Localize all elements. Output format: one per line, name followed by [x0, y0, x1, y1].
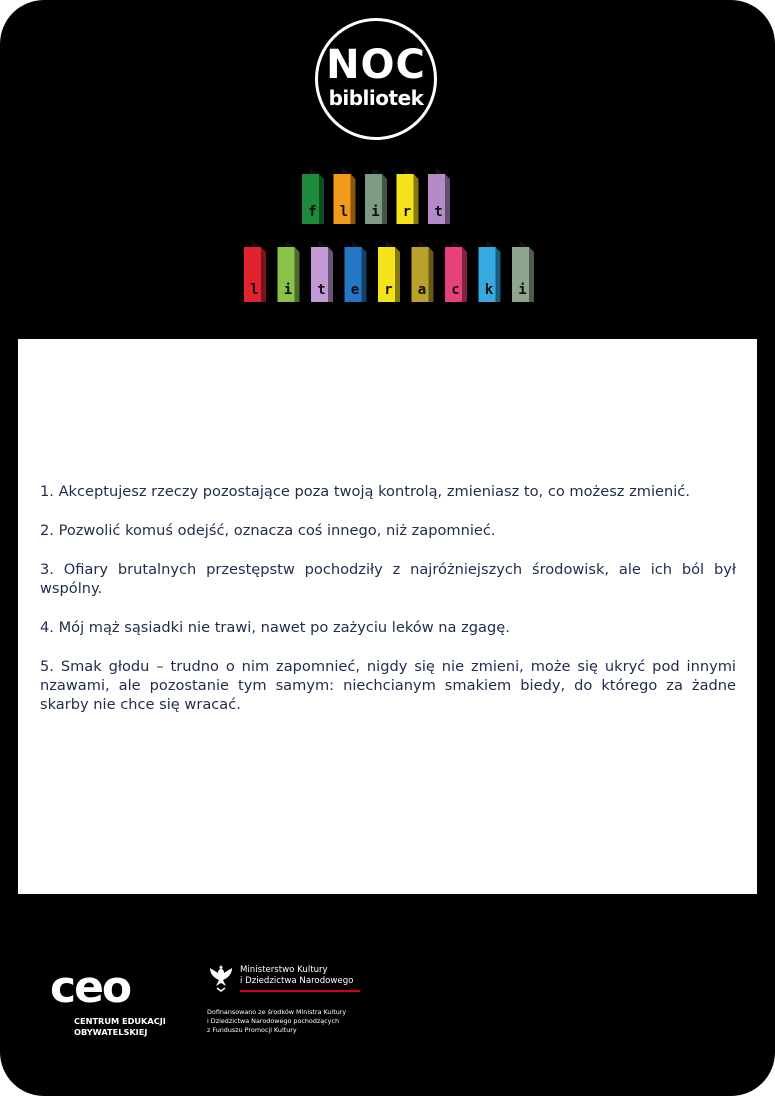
book-literacki-6 [412, 241, 434, 302]
content-panel [18, 339, 757, 894]
book-literacki-1 [244, 241, 266, 302]
book-literacki-5 [378, 241, 400, 302]
book-flirt-2 [334, 168, 356, 224]
ministry-name-line: i Dziedzictwa Narodowego [240, 976, 354, 986]
book-flirt-4 [397, 168, 419, 224]
book-letter: f [308, 204, 317, 220]
book-letter: l [339, 204, 349, 220]
ministry-logo [207, 962, 360, 1035]
book-letter: e [350, 282, 360, 298]
book-literacki-3 [311, 241, 333, 302]
logo-title: NOC [326, 42, 426, 88]
book-literacki-9 [512, 241, 534, 302]
book-flirt-3 [365, 168, 387, 224]
book-letter: r [402, 204, 412, 220]
book-letter: c [451, 282, 460, 298]
book-letter: i [283, 282, 293, 298]
book-letter: t [434, 204, 443, 220]
flirt-literacki-books-graphic [0, 0, 775, 320]
book-letter: i [518, 282, 527, 298]
book-literacki-8 [479, 241, 501, 302]
sentence-item: 2. Pozwolić komuś odejść, oznacza coś innego, niż zapomnieć. [40, 522, 496, 539]
book-flirt-5 [428, 168, 450, 224]
ministry-red-bar [240, 990, 360, 992]
ceo-caption-line: OBYWATELSKIEJ [74, 1027, 148, 1037]
sentence-item: 4. Mój mąż sąsiadki nie trawi, nawet po zażyciu leków na zgagę. [40, 619, 510, 636]
book-letter: k [484, 282, 494, 298]
sentence-item: 1. Akceptujesz rzeczy pozostające poza twoją kontrolą, zmieniasz to, co możesz zmienić. [40, 483, 690, 500]
funding-note-line: z Funduszu Promocji Kultury [207, 1026, 297, 1034]
book-letter: t [317, 282, 326, 298]
funding-note-line: Dofinansowano ze środków Ministra Kultury [207, 1008, 347, 1016]
ceo-caption [74, 1016, 166, 1038]
funding-note [207, 1008, 360, 1035]
ministry-name [240, 965, 360, 992]
book-literacki-7 [445, 241, 467, 302]
sentences-list [40, 482, 736, 734]
book-letter: r [384, 282, 393, 298]
book-letter: l [250, 282, 259, 298]
book-letter: a [417, 282, 427, 298]
funding-note-line: i Dziedzictwa Narodowego pochodzących [207, 1017, 340, 1025]
logo-subtitle: bibliotek [328, 86, 424, 110]
ministry-name-line: Ministerstwo Kultury [240, 965, 328, 975]
book-literacki-4 [345, 241, 367, 302]
ceo-mark: ceo [50, 962, 131, 1013]
book-letter: i [371, 204, 380, 220]
book-literacki-2 [278, 241, 300, 302]
ceo-caption-line: CENTRUM EDUKACJI [74, 1016, 166, 1026]
eagle-emblem-icon [207, 962, 235, 994]
sentence-item: 5. Smak głodu – trudno o nim zapomnieć, nigdy się nie zmieni, może się ukryć pod innymi nzawami, ale pozostanie tym samym: niechcianym smakiem biedy, do którego za żadne skarby nie chce się wracać. [40, 658, 736, 713]
ceo-logo [50, 962, 166, 1038]
sentence-item: 3. Ofiary brutalnych przestępstw pochodziły z najróżniejszych środowisk, ale ich ból był wspólny. [40, 561, 736, 597]
book-flirt-1 [302, 168, 324, 224]
